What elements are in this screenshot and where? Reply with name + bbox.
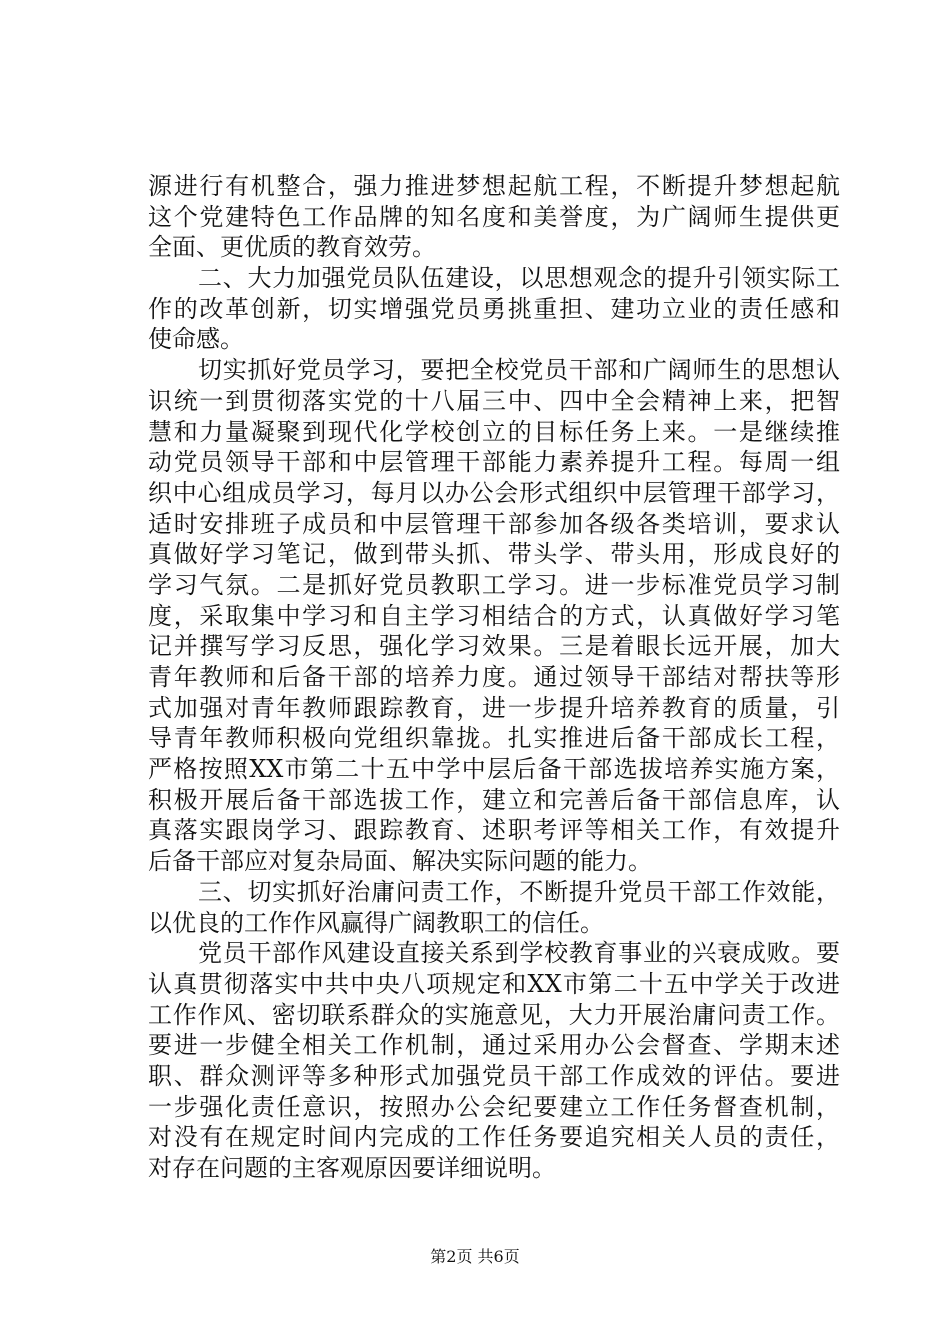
text-line: 工作作风、密切联系群众的实施意见，大力开展治庸问责工作。 bbox=[148, 1000, 840, 1029]
text-line: 职、群众测评等多种形式加强党员干部工作成效的评估。要进 bbox=[148, 1061, 840, 1090]
text-line: 要进一步健全相关工作机制，通过采用办公会督查、学期末述 bbox=[148, 1031, 840, 1060]
text-line: 识统一到贯彻落实党的十八届三中、四中全会精神上来，把智 bbox=[148, 386, 840, 415]
text-line: 二、大力加强党员队伍建设，以思想观念的提升引领实际工 bbox=[198, 264, 840, 293]
text-line: 严格按照XX市第二十五中学中层后备干部选拔培养实施方案， bbox=[148, 755, 840, 784]
text-line: 动党员领导干部和中层管理干部能力素养提升工程。每周一组 bbox=[148, 448, 840, 477]
text-line: 织中心组成员学习，每月以办公会形式组织中层管理干部学习， bbox=[148, 478, 840, 507]
text-line: 青年教师和后备干部的培养力度。通过领导干部结对帮扶等形 bbox=[148, 663, 840, 691]
text-line: 切实抓好党员学习，要把全校党员干部和广阔师生的思想认 bbox=[198, 356, 840, 385]
text-line: 度，采取集中学习和自主学习相结合的方式，认真做好学习笔 bbox=[148, 601, 840, 630]
text-line: 真落实跟岗学习、跟踪教育、述职考评等相关工作，有效提升 bbox=[148, 816, 840, 845]
text-line: 式加强对青年教师跟踪教育，进一步提升培养教育的质量，引 bbox=[148, 693, 840, 722]
text-line: 三、切实抓好治庸问责工作，不断提升党员干部工作效能， bbox=[198, 877, 840, 906]
text-line: 源进行有机整合，强力推进梦想起航工程，不断提升梦想起航 bbox=[148, 172, 840, 200]
text-line: 认真贯彻落实中共中央八项规定和XX市第二十五中学关于改进 bbox=[148, 969, 840, 998]
text-line: 这个党建特色工作品牌的知名度和美誉度，为广阔师生提供更 bbox=[148, 202, 840, 231]
text-line: 导青年教师积极向党组织靠拢。扎实推进后备干部成长工程， bbox=[148, 724, 840, 753]
text-line: 以优良的工作作风赢得广阔教职工的信任。 bbox=[148, 908, 604, 937]
page-footer: 第2页 共6页 bbox=[430, 1247, 520, 1266]
text-line: 慧和力量凝聚到现代化学校创立的目标任务上来。一是继续推 bbox=[148, 417, 840, 446]
text-line: 对存在问题的主客观原因要详细说明。 bbox=[148, 1154, 556, 1182]
text-line: 积极开展后备干部选拔工作，建立和完善后备干部信息库，认 bbox=[148, 785, 840, 814]
text-line: 真做好学习笔记，做到带头抓、带头学、带头用，形成良好的 bbox=[148, 540, 840, 569]
document-body bbox=[148, 171, 840, 1184]
text-line: 党员干部作风建设直接关系到学校教育事业的兴衰成败。要 bbox=[198, 939, 840, 968]
text-line: 后备干部应对复杂局面、解决实际问题的能力。 bbox=[148, 847, 652, 876]
text-line: 使命感。 bbox=[148, 325, 244, 354]
text-line: 作的改革创新，切实增强党员勇挑重担、建功立业的责任感和 bbox=[148, 294, 840, 323]
text-line: 学习气氛。二是抓好党员教职工学习。进一步标准党员学习制 bbox=[148, 570, 840, 599]
text-line: 对没有在规定时间内完成的工作任务要追究相关人员的责任， bbox=[148, 1123, 840, 1152]
text-line: 适时安排班子成员和中层管理干部参加各级各类培训，要求认 bbox=[148, 509, 840, 538]
text-line: 记并撰写学习反思，强化学习效果。三是着眼长远开展，加大 bbox=[148, 632, 840, 661]
text-line: 一步强化责任意识，按照办公会纪要建立工作任务督查机制， bbox=[148, 1092, 840, 1121]
text-line: 全面、更优质的教育效劳。 bbox=[148, 233, 436, 262]
